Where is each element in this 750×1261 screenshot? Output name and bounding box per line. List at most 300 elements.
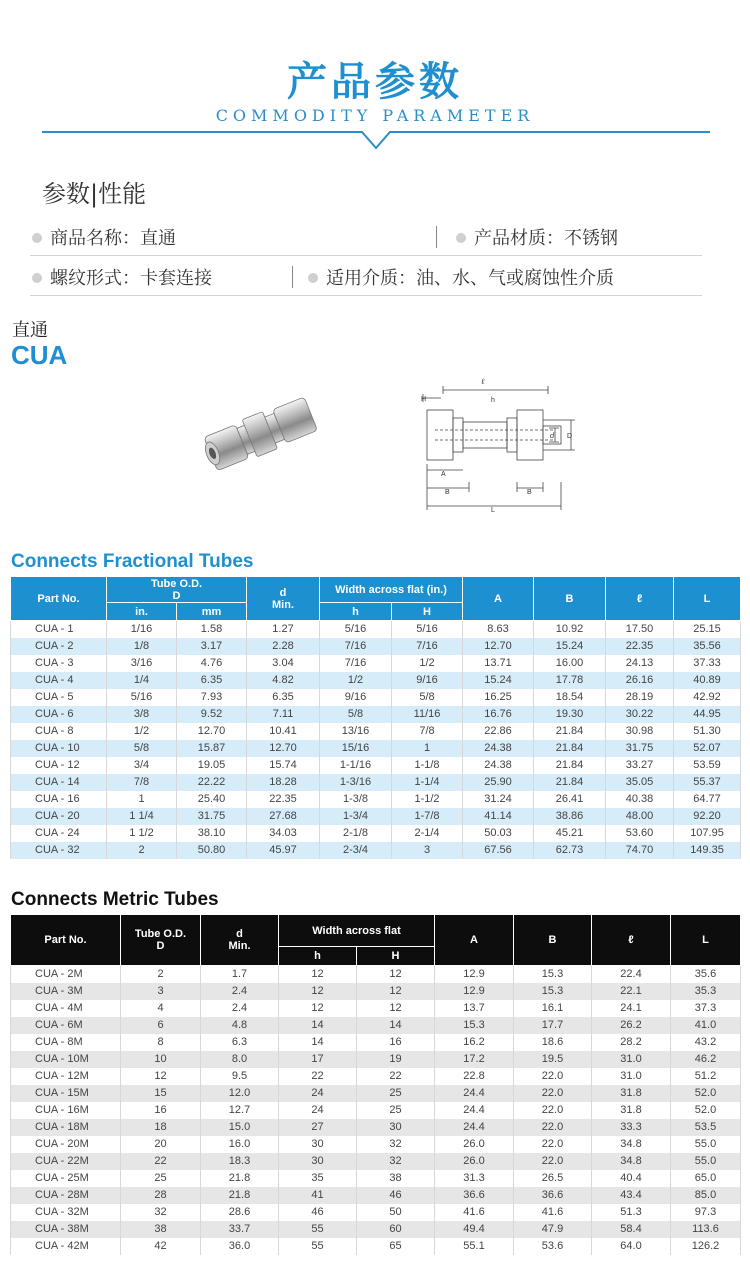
col-part-no: Part No.: [11, 577, 107, 621]
table-cell: 22.0: [514, 1068, 592, 1085]
drawing-label-d: d: [550, 432, 555, 440]
col-H: H: [392, 603, 463, 621]
table-cell: 3.17: [177, 638, 247, 655]
table-cell: 22.0: [514, 1136, 592, 1153]
table-cell: 30.22: [606, 706, 674, 723]
table-cell: 18.28: [247, 774, 320, 791]
table-cell: 1-7/8: [392, 808, 463, 825]
col-L: L: [671, 915, 741, 966]
table-cell: 24.4: [435, 1102, 514, 1119]
table-cell: 27.68: [247, 808, 320, 825]
table-cell: 85.0: [671, 1187, 741, 1204]
table-cell: 31.24: [463, 791, 534, 808]
table-cell: 52.07: [674, 740, 741, 757]
divider: [292, 266, 293, 288]
col-tube-od: [107, 577, 247, 603]
table-cell: 35: [279, 1170, 357, 1187]
table-row: [11, 672, 741, 689]
table-cell: 12: [279, 966, 357, 983]
col-tube-od-label: Tube O.D.: [134, 928, 187, 940]
table-cell: 53.5: [671, 1119, 741, 1136]
table-row: [11, 774, 741, 791]
part-number-cell: CUA - 3: [11, 655, 107, 672]
param-name-text: 商品名称：直通: [50, 228, 176, 249]
param-material: [456, 224, 618, 250]
table-cell: 36.6: [514, 1187, 592, 1204]
col-tube-od-symbol: D: [156, 940, 165, 952]
table-cell: 53.59: [674, 757, 741, 774]
param-thread-text: 螺纹形式：卡套连接: [50, 268, 212, 289]
table-cell: 32: [357, 1136, 435, 1153]
table-cell: 16.2: [435, 1034, 514, 1051]
table-cell: 1-1/4: [392, 774, 463, 791]
part-number-cell: CUA - 16: [11, 791, 107, 808]
table-cell: 27: [279, 1119, 357, 1136]
table-cell: 41.6: [435, 1204, 514, 1221]
table-cell: 2.4: [201, 1000, 279, 1017]
table-cell: 52.0: [671, 1085, 741, 1102]
col-B: B: [534, 577, 606, 621]
table-cell: 1: [107, 791, 177, 808]
col-min-label: Min.: [272, 598, 295, 611]
table-cell: 46: [279, 1204, 357, 1221]
part-number-cell: CUA - 12: [11, 757, 107, 774]
table-cell: 1/2: [320, 672, 392, 689]
table-cell: 40.89: [674, 672, 741, 689]
table-cell: 34.03: [247, 825, 320, 842]
table-cell: 17.78: [534, 672, 606, 689]
table-row: [11, 706, 741, 723]
table-cell: 55.0: [671, 1153, 741, 1170]
table-cell: 44.95: [674, 706, 741, 723]
table-cell: 50.03: [463, 825, 534, 842]
table-cell: 38.10: [177, 825, 247, 842]
table-cell: 36.6: [435, 1187, 514, 1204]
table-cell: 26.0: [435, 1136, 514, 1153]
col-tube-od: [121, 915, 201, 966]
col-h: h: [279, 947, 357, 966]
table-cell: 2: [121, 966, 201, 983]
table-cell: 26.16: [606, 672, 674, 689]
table-cell: 15.3: [435, 1017, 514, 1034]
part-number-cell: CUA - 5: [11, 689, 107, 706]
table-cell: 1/4: [107, 672, 177, 689]
table-cell: 22.4: [592, 966, 671, 983]
page-subtitle: COMMODITY PARAMETER: [215, 106, 535, 125]
part-number-cell: CUA - 2: [11, 638, 107, 655]
table-cell: 25: [121, 1170, 201, 1187]
table-cell: 92.20: [674, 808, 741, 825]
table-cell: 22.35: [247, 791, 320, 808]
table-row: [11, 1153, 741, 1170]
table-cell: 24.1: [592, 1000, 671, 1017]
table-cell: 21.8: [201, 1187, 279, 1204]
table-cell: 2-3/4: [320, 842, 392, 859]
table-cell: 24: [279, 1085, 357, 1102]
bullet-icon: [32, 233, 42, 243]
table-cell: 1 1/4: [107, 808, 177, 825]
param-thread: [32, 264, 212, 290]
table-cell: 16.0: [201, 1136, 279, 1153]
table-row: [11, 1204, 741, 1221]
table-cell: 18: [121, 1119, 201, 1136]
table-row: [11, 1119, 741, 1136]
col-A: A: [463, 577, 534, 621]
metric-table-body: [11, 966, 741, 1255]
param-media-text: 适用介质：油、水、气或腐蚀性介质: [326, 268, 614, 289]
table-row: [11, 1017, 741, 1034]
table-cell: 16: [357, 1034, 435, 1051]
table-cell: 53.60: [606, 825, 674, 842]
table-cell: 18.3: [201, 1153, 279, 1170]
table-cell: 20: [121, 1136, 201, 1153]
table-cell: 19.05: [177, 757, 247, 774]
table-cell: 30: [279, 1136, 357, 1153]
drawing-label-B-left: B: [445, 489, 450, 496]
table-cell: 2.28: [247, 638, 320, 655]
table-cell: 7/16: [320, 638, 392, 655]
table-row: [11, 1187, 741, 1204]
table-cell: 12: [279, 1000, 357, 1017]
table-cell: 4.76: [177, 655, 247, 672]
table-cell: 7.11: [247, 706, 320, 723]
table-cell: 2-1/4: [392, 825, 463, 842]
table-cell: 19: [357, 1051, 435, 1068]
table-cell: 16: [121, 1102, 201, 1119]
part-number-cell: CUA - 6M: [11, 1017, 121, 1034]
drawing-label-B-right: B: [527, 489, 532, 496]
technical-drawing: [413, 372, 593, 512]
table-cell: 16.76: [463, 706, 534, 723]
part-number-cell: CUA - 42M: [11, 1238, 121, 1255]
table-cell: 15.24: [463, 672, 534, 689]
table-cell: 1/16: [107, 621, 177, 638]
fractional-table-body: [11, 621, 741, 859]
table-cell: 42.92: [674, 689, 741, 706]
table-cell: 3.04: [247, 655, 320, 672]
bullet-icon: [32, 273, 42, 283]
table-row: [11, 1051, 741, 1068]
part-number-cell: CUA - 18M: [11, 1119, 121, 1136]
table-cell: 60: [357, 1221, 435, 1238]
table-cell: 22.1: [592, 983, 671, 1000]
table-cell: 15.3: [514, 983, 592, 1000]
table-cell: 1-3/8: [320, 791, 392, 808]
table-cell: 52.0: [671, 1102, 741, 1119]
col-d-label: d: [236, 928, 243, 940]
table-cell: 24.4: [435, 1119, 514, 1136]
table-cell: 46: [357, 1187, 435, 1204]
table-cell: 7/16: [320, 655, 392, 672]
table-cell: 47.9: [514, 1221, 592, 1238]
table-cell: 1.58: [177, 621, 247, 638]
table-cell: 43.2: [671, 1034, 741, 1051]
table-cell: 25: [357, 1085, 435, 1102]
table-cell: 1/2: [392, 655, 463, 672]
col-part-no: Part No.: [11, 915, 121, 966]
param-media: [308, 264, 614, 290]
table-cell: 8.0: [201, 1051, 279, 1068]
param-row-2: [30, 258, 702, 296]
table-cell: 12.9: [435, 983, 514, 1000]
table-cell: 22.35: [606, 638, 674, 655]
table-cell: 65.0: [671, 1170, 741, 1187]
drawing-label-h: h: [491, 397, 495, 404]
part-number-cell: CUA - 6: [11, 706, 107, 723]
table-cell: 12.9: [435, 966, 514, 983]
table-cell: 8.63: [463, 621, 534, 638]
table-row: [11, 825, 741, 842]
table-row: [11, 638, 741, 655]
product-photo: [196, 390, 324, 474]
table-cell: 21.84: [534, 757, 606, 774]
table-cell: 9.5: [201, 1068, 279, 1085]
table-cell: 5/8: [107, 740, 177, 757]
table-cell: 1-3/4: [320, 808, 392, 825]
table-row: [11, 983, 741, 1000]
table-cell: 2: [107, 842, 177, 859]
col-h: h: [320, 603, 392, 621]
table-cell: 22.22: [177, 774, 247, 791]
table-cell: 22: [279, 1068, 357, 1085]
table-cell: 16.25: [463, 689, 534, 706]
table-cell: 8: [121, 1034, 201, 1051]
table-cell: 13/16: [320, 723, 392, 740]
table-cell: 31.0: [592, 1051, 671, 1068]
table-cell: 22: [121, 1153, 201, 1170]
fractional-section-title: Connects Fractional Tubes: [11, 551, 254, 572]
table-row: [11, 966, 741, 983]
table-cell: 6.3: [201, 1034, 279, 1051]
table-cell: 113.6: [671, 1221, 741, 1238]
table-cell: 40.4: [592, 1170, 671, 1187]
table-cell: 41.0: [671, 1017, 741, 1034]
table-row: [11, 808, 741, 825]
table-cell: 6.35: [177, 672, 247, 689]
col-l: ℓ: [606, 577, 674, 621]
table-cell: 5/16: [107, 689, 177, 706]
part-number-cell: CUA - 10: [11, 740, 107, 757]
table-cell: 26.5: [514, 1170, 592, 1187]
table-cell: 1: [392, 740, 463, 757]
table-cell: 50.80: [177, 842, 247, 859]
table-cell: 43.4: [592, 1187, 671, 1204]
table-cell: 35.3: [671, 983, 741, 1000]
bullet-icon: [308, 273, 318, 283]
table-cell: 1.27: [247, 621, 320, 638]
table-cell: 21.84: [534, 723, 606, 740]
table-cell: 51.3: [592, 1204, 671, 1221]
table-cell: 7.93: [177, 689, 247, 706]
table-cell: 22.0: [514, 1153, 592, 1170]
table-cell: 16.1: [514, 1000, 592, 1017]
table-cell: 31.0: [592, 1068, 671, 1085]
table-cell: 15.24: [534, 638, 606, 655]
part-number-cell: CUA - 20M: [11, 1136, 121, 1153]
table-cell: 46.2: [671, 1051, 741, 1068]
table-cell: 45.97: [247, 842, 320, 859]
table-cell: 36.0: [201, 1238, 279, 1255]
table-cell: 41.6: [514, 1204, 592, 1221]
table-cell: 3/8: [107, 706, 177, 723]
table-cell: 24.38: [463, 740, 534, 757]
table-cell: 26.41: [534, 791, 606, 808]
param-name: [32, 224, 176, 250]
table-cell: 28.6: [201, 1204, 279, 1221]
table-cell: 38.86: [534, 808, 606, 825]
table-cell: 12: [279, 983, 357, 1000]
table-cell: 35.56: [674, 638, 741, 655]
table-row: [11, 1238, 741, 1255]
table-cell: 31.8: [592, 1085, 671, 1102]
table-cell: 45.21: [534, 825, 606, 842]
table-cell: 1.7: [201, 966, 279, 983]
table-row: [11, 1034, 741, 1051]
table-cell: 74.70: [606, 842, 674, 859]
part-number-cell: CUA - 2M: [11, 966, 121, 983]
col-d-min: [201, 915, 279, 966]
table-cell: 1/8: [107, 638, 177, 655]
table-cell: 30: [357, 1119, 435, 1136]
table-cell: 17: [279, 1051, 357, 1068]
part-number-cell: CUA - 12M: [11, 1068, 121, 1085]
table-cell: 4: [121, 1000, 201, 1017]
col-in: in.: [107, 603, 177, 621]
table-row: [11, 791, 741, 808]
table-cell: 22.0: [514, 1085, 592, 1102]
table-cell: 24.38: [463, 757, 534, 774]
table-row: [11, 655, 741, 672]
part-number-cell: CUA - 8: [11, 723, 107, 740]
drawing-label-H: H: [421, 396, 427, 403]
param-material-text: 产品材质：不锈钢: [474, 228, 618, 249]
table-cell: 22.0: [514, 1102, 592, 1119]
part-number-cell: CUA - 15M: [11, 1085, 121, 1102]
table-cell: 22: [357, 1068, 435, 1085]
table-row: [11, 1170, 741, 1187]
metric-section-title: Connects Metric Tubes: [11, 889, 219, 910]
table-cell: 33.7: [201, 1221, 279, 1238]
header-divider: [42, 130, 710, 154]
col-mm: mm: [177, 603, 247, 621]
col-L: L: [674, 577, 741, 621]
table-cell: 25: [357, 1102, 435, 1119]
table-cell: 15.74: [247, 757, 320, 774]
table-cell: 10.41: [247, 723, 320, 740]
table-cell: 33.27: [606, 757, 674, 774]
table-cell: 12: [357, 966, 435, 983]
table-cell: 17.2: [435, 1051, 514, 1068]
table-cell: 25.90: [463, 774, 534, 791]
table-cell: 17.7: [514, 1017, 592, 1034]
col-width-across-flat: Width across flat: [279, 915, 435, 947]
table-cell: 12.7: [201, 1102, 279, 1119]
table-cell: 11/16: [392, 706, 463, 723]
table-cell: 7/8: [392, 723, 463, 740]
col-tube-od-label: Tube O.D.: [150, 577, 203, 590]
table-cell: 12.70: [177, 723, 247, 740]
table-cell: 22.8: [435, 1068, 514, 1085]
table-row: [11, 689, 741, 706]
table-cell: 6: [121, 1017, 201, 1034]
table-cell: 10.92: [534, 621, 606, 638]
part-number-cell: CUA - 38M: [11, 1221, 121, 1238]
table-cell: 1-1/8: [392, 757, 463, 774]
table-cell: 48.00: [606, 808, 674, 825]
table-cell: 1 1/2: [107, 825, 177, 842]
table-cell: 28: [121, 1187, 201, 1204]
table-cell: 1-1/2: [392, 791, 463, 808]
table-cell: 58.4: [592, 1221, 671, 1238]
table-row: [11, 621, 741, 638]
table-cell: 41.14: [463, 808, 534, 825]
table-cell: 26.0: [435, 1153, 514, 1170]
table-cell: 7/16: [392, 638, 463, 655]
part-number-cell: CUA - 32: [11, 842, 107, 859]
table-cell: 55.37: [674, 774, 741, 791]
table-cell: 22.86: [463, 723, 534, 740]
table-cell: 25.15: [674, 621, 741, 638]
part-number-cell: CUA - 3M: [11, 983, 121, 1000]
bullet-icon: [456, 233, 466, 243]
table-cell: 51.30: [674, 723, 741, 740]
table-cell: 26.2: [592, 1017, 671, 1034]
table-cell: 34.8: [592, 1153, 671, 1170]
table-cell: 13.7: [435, 1000, 514, 1017]
table-cell: 62.73: [534, 842, 606, 859]
table-cell: 12.0: [201, 1085, 279, 1102]
table-cell: 126.2: [671, 1238, 741, 1255]
table-cell: 7/8: [107, 774, 177, 791]
table-cell: 31.75: [606, 740, 674, 757]
table-cell: 5/8: [392, 689, 463, 706]
table-cell: 15: [121, 1085, 201, 1102]
table-cell: 35.6: [671, 966, 741, 983]
table-cell: 64.77: [674, 791, 741, 808]
metric-table: [10, 914, 741, 1255]
table-cell: 3/16: [107, 655, 177, 672]
table-cell: 30.98: [606, 723, 674, 740]
product-name-cn: 直通: [12, 320, 48, 341]
part-number-cell: CUA - 24: [11, 825, 107, 842]
table-cell: 19.30: [534, 706, 606, 723]
drawing-label-A: A: [441, 471, 446, 478]
table-cell: 14: [279, 1034, 357, 1051]
table-cell: 10: [121, 1051, 201, 1068]
table-cell: 107.95: [674, 825, 741, 842]
table-cell: 51.2: [671, 1068, 741, 1085]
table-cell: 49.4: [435, 1221, 514, 1238]
table-row: [11, 1085, 741, 1102]
col-H: H: [357, 947, 435, 966]
table-row: [11, 1068, 741, 1085]
table-cell: 55.0: [671, 1136, 741, 1153]
table-cell: 3: [121, 983, 201, 1000]
table-cell: 38: [357, 1170, 435, 1187]
table-cell: 5/16: [392, 621, 463, 638]
part-number-cell: CUA - 22M: [11, 1153, 121, 1170]
part-number-cell: CUA - 14: [11, 774, 107, 791]
table-cell: 16.00: [534, 655, 606, 672]
table-cell: 64.0: [592, 1238, 671, 1255]
table-row: [11, 740, 741, 757]
table-row: [11, 757, 741, 774]
table-cell: 12.70: [247, 740, 320, 757]
table-cell: 6.35: [247, 689, 320, 706]
table-cell: 24.13: [606, 655, 674, 672]
part-number-cell: CUA - 25M: [11, 1170, 121, 1187]
part-number-cell: CUA - 32M: [11, 1204, 121, 1221]
